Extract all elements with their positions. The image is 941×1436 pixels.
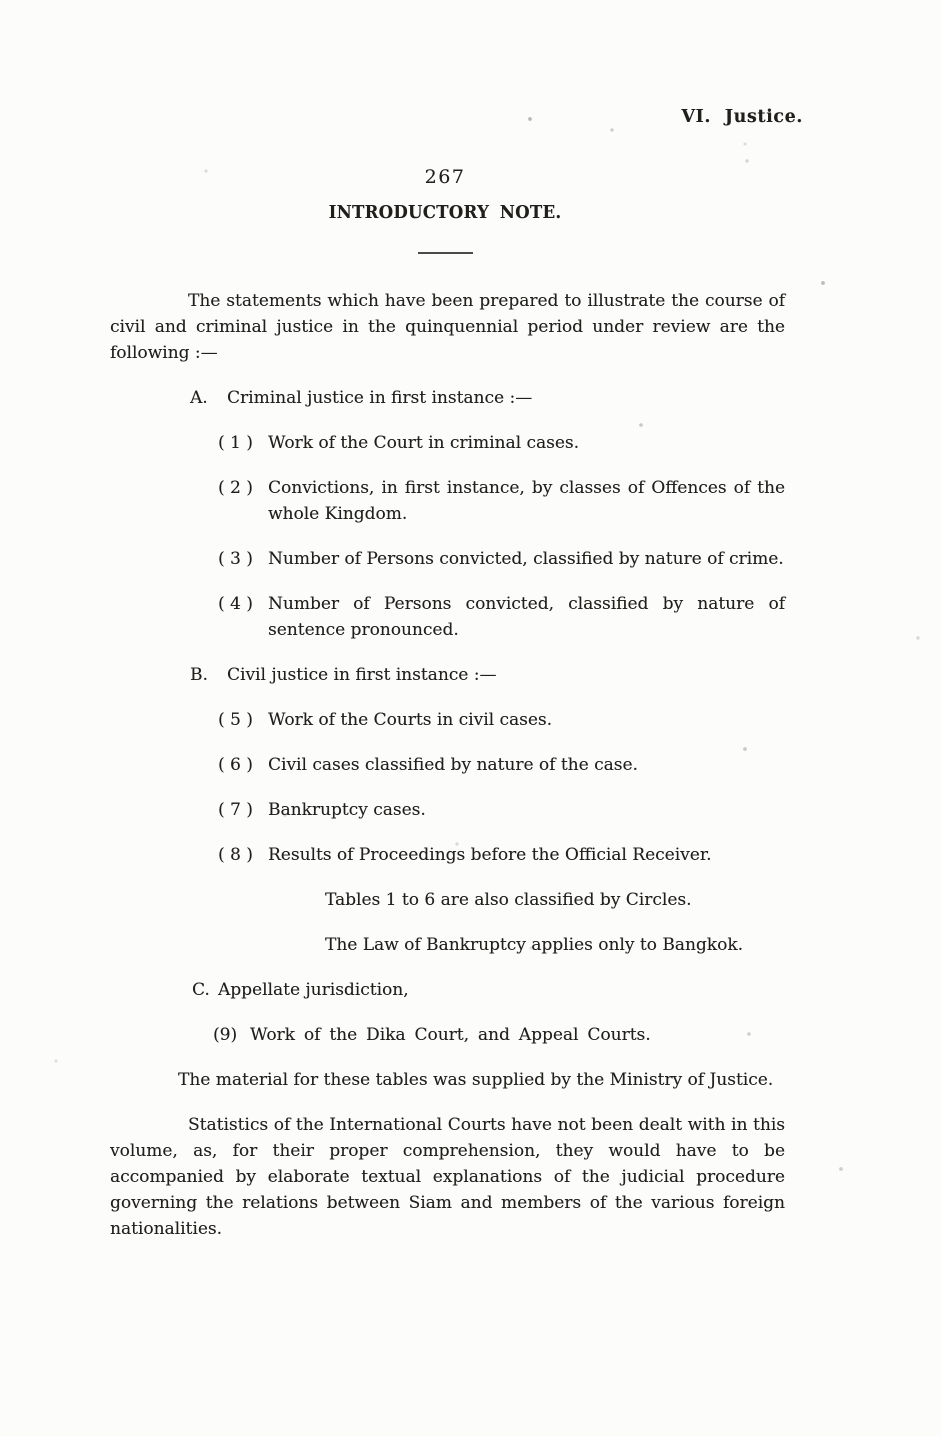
- item-text: Work of the Court in criminal cases.: [268, 433, 580, 453]
- item-text: Work of the Courts in civil cases.: [268, 710, 553, 730]
- list-item-3: [218, 546, 785, 572]
- item-number: (9): [213, 1025, 238, 1045]
- section-heading-text: Appellate jurisdiction,: [218, 980, 409, 1000]
- list-item-4: [218, 591, 785, 643]
- section-letter: A.: [190, 388, 208, 408]
- running-header: [681, 107, 803, 127]
- section-heading-text: Criminal justice in first instance :—: [227, 388, 533, 408]
- item-text: Convictions, in first instance, by classes of Offences of the whole Kingdom.: [268, 478, 785, 524]
- section-heading-c: [192, 977, 785, 1003]
- item-text: Bankruptcy cases.: [268, 800, 426, 820]
- item-number: ( 4 ): [218, 594, 253, 614]
- item-text: Work of the Dika Court, and Appeal Courts.: [250, 1025, 651, 1045]
- item-number: ( 8 ): [218, 845, 253, 865]
- item-number: ( 7 ): [218, 800, 253, 820]
- section-letter: B.: [190, 665, 208, 685]
- section-heading-text: Civil justice in first instance :—: [227, 665, 497, 685]
- section-heading-a: [190, 385, 785, 411]
- list-item-5: [218, 707, 785, 733]
- item-number: ( 5 ): [218, 710, 253, 730]
- intro-paragraph: The statements which have been prepared to illustrate the course of civil and criminal justice in the quinquennial period under review are the following :—: [110, 291, 785, 363]
- section-letter: C.: [192, 980, 210, 1000]
- item-text: Number of Persons convicted, classified by nature of crime.: [268, 549, 784, 569]
- section-heading-b: [190, 662, 785, 688]
- list-item-1: [218, 430, 785, 456]
- item-text: Number of Persons convicted, classified by nature of sentence pronounced.: [268, 594, 785, 640]
- chapter-label: VI. Justice.: [681, 107, 803, 127]
- item-number: ( 1 ): [218, 433, 253, 453]
- list-item-8: [218, 842, 785, 868]
- list-item-7: [218, 797, 785, 823]
- list-item-2: [218, 475, 785, 527]
- note-circles: Tables 1 to 6 are also classified by Circles.: [325, 890, 692, 910]
- item-text: Civil cases classified by nature of the case.: [268, 755, 638, 775]
- item-number: ( 3 ): [218, 549, 253, 569]
- item-text: Results of Proceedings before the Official Receiver.: [268, 845, 712, 865]
- page-number: 267: [424, 166, 466, 188]
- page-title: INTRODUCTORY NOTE.: [328, 202, 562, 223]
- list-item-9: [213, 1022, 785, 1048]
- item-number: ( 6 ): [218, 755, 253, 775]
- title-block: [0, 0, 890, 254]
- source-note: The material for these tables was supplied by the Ministry of Justice.: [178, 1070, 774, 1090]
- scan-noise-specks: [0, 0, 2, 2]
- note-bankruptcy-law: The Law of Bankruptcy applies only to Bangkok.: [325, 935, 744, 955]
- title-divider: [418, 252, 473, 254]
- closing-paragraph: Statistics of the International Courts have not been dealt with in this volume, as, for their proper comprehension, they would have to be accompanied by elaborate textual explanations of the judicial procedure governing the relations between Siam and members of the various foreign nationalities.: [110, 1115, 785, 1239]
- item-number: ( 2 ): [218, 478, 253, 498]
- list-item-6: [218, 752, 785, 778]
